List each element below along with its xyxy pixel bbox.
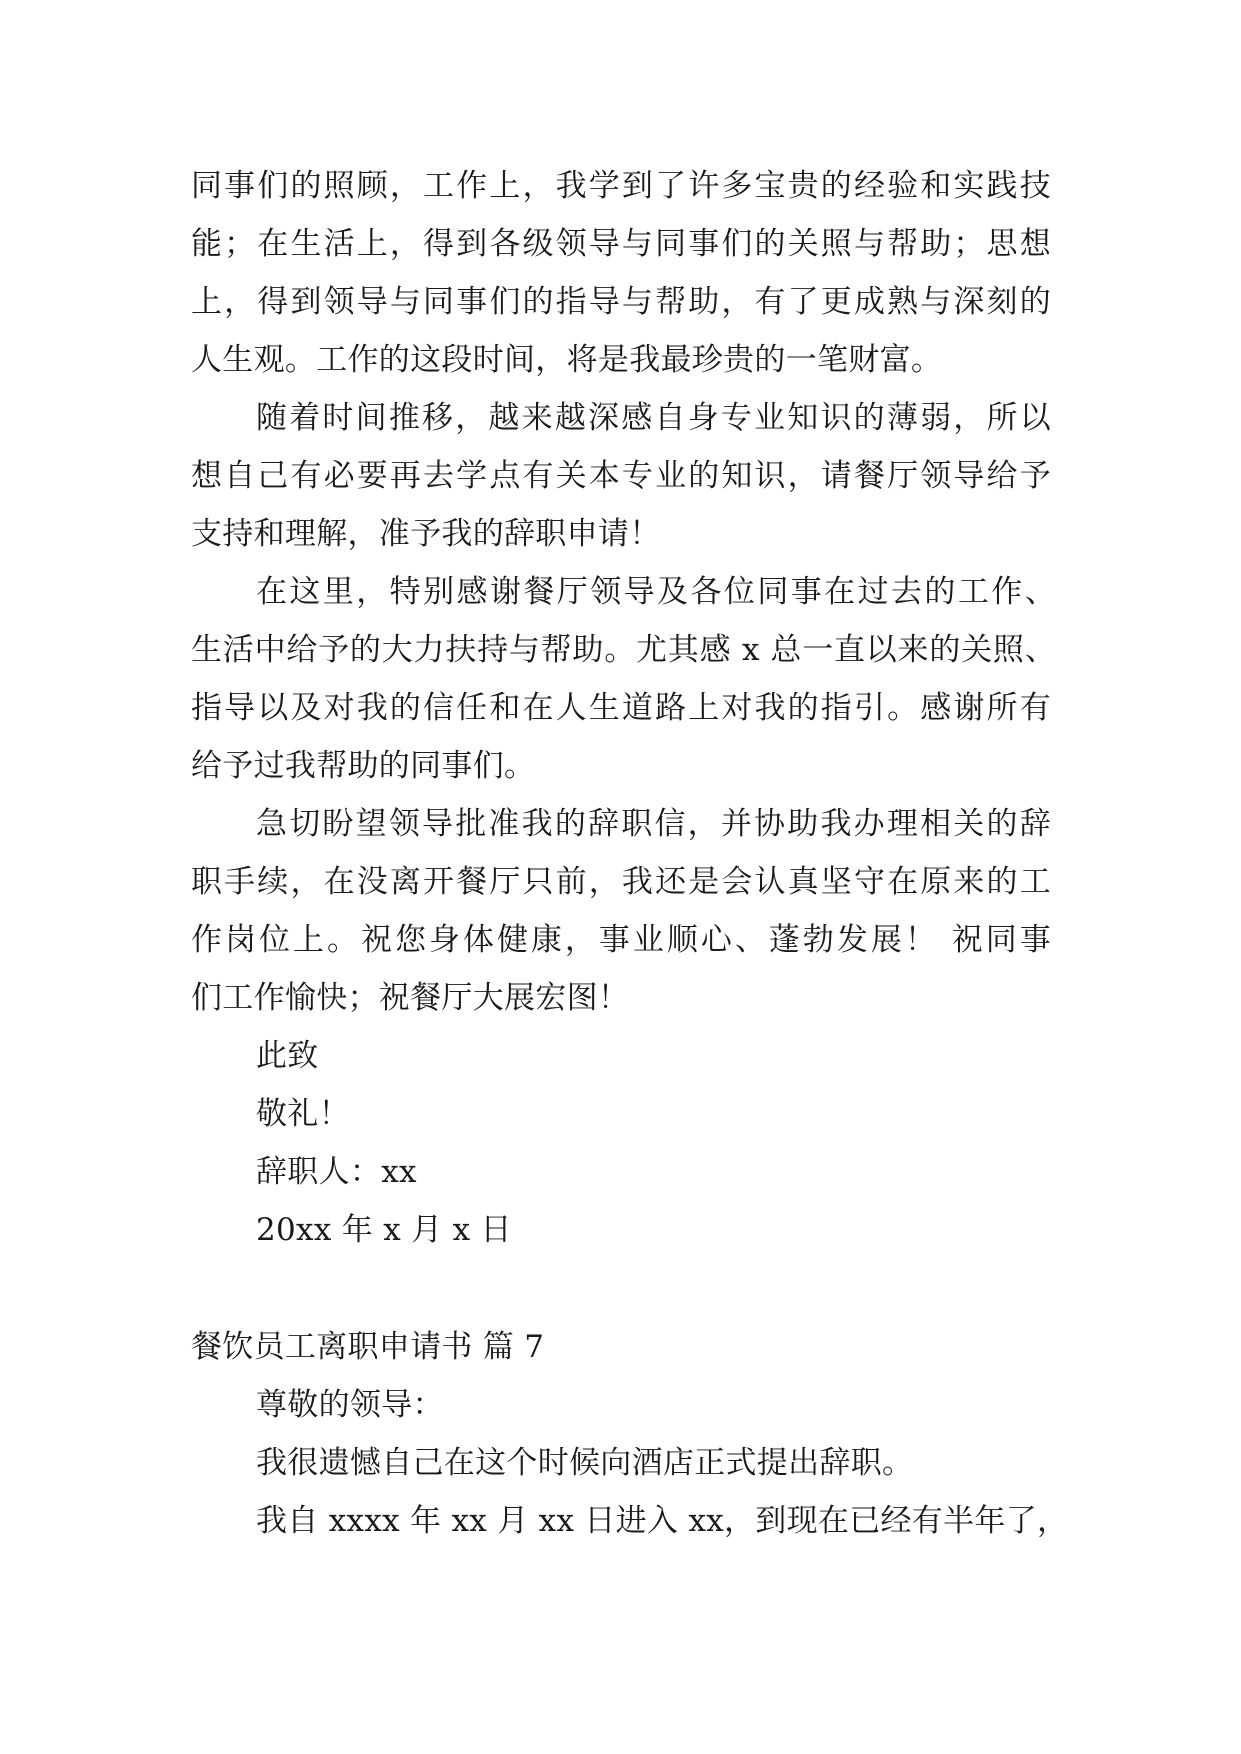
section-line-1: 我很遗憾自己在这个时候向酒店正式提出辞职。: [256, 1445, 914, 1481]
paragraph-1-line-4: 人生观。工作的这段时间，将是我最珍贵的一笔财富。: [191, 342, 943, 378]
paragraph-2-line-3: 支持和理解，准予我的辞职申请！: [191, 516, 661, 552]
closing-salutation: 此致: [256, 1038, 319, 1074]
paragraph-4-line-4: 们工作愉快；祝餐厅大展宏图！: [191, 980, 630, 1016]
paragraph-4-line-2: 职手续，在没离开餐厅只前，我还是会认真坚守在原来的工: [191, 864, 1051, 900]
paragraph-3-line-1: 在这里，特别感谢餐厅领导及各位同事在过去的工作、: [256, 574, 1056, 610]
closing-respect: 敬礼！: [256, 1096, 350, 1132]
section-line-2: 我自 xxxx 年 xx 月 xx 日进入 xx，到现在已经有半年了，: [256, 1503, 1069, 1539]
paragraph-4-line-1: 急切盼望领导批准我的辞职信，并协助我办理相关的辞: [256, 806, 1051, 842]
section-heading: 餐饮员工离职申请书 篇 7: [191, 1329, 545, 1365]
closing-signer: 辞职人：xx: [256, 1154, 417, 1190]
paragraph-2-line-2: 想自己有必要再去学点有关本专业的知识，请餐厅领导给予: [191, 458, 1051, 494]
paragraph-1-line-1: 同事们的照顾，工作上，我学到了许多宝贵的经验和实践技: [191, 168, 1051, 204]
paragraph-1-line-3: 上，得到领导与同事们的指导与帮助，有了更成熟与深刻的: [191, 284, 1051, 320]
paragraph-3-line-3: 指导以及对我的信任和在人生道路上对我的指引。感谢所有: [191, 690, 1051, 726]
section-greeting: 尊敬的领导：: [256, 1387, 444, 1423]
paragraph-1-line-2: 能；在生活上，得到各级领导与同事们的关照与帮助；思想: [191, 226, 1051, 262]
paragraph-4-line-3: 作岗位上。祝您身体健康，事业顺心、蓬勃发展！ 祝同事: [191, 922, 1051, 958]
closing-date: 20xx 年 x 月 x 日: [256, 1212, 512, 1248]
paragraph-3-line-2: 生活中给予的大力扶持与帮助。尤其感 x 总一直以来的关照、: [191, 632, 1056, 668]
paragraph-2-line-1: 随着时间推移，越来越深感自身专业知识的薄弱，所以: [256, 400, 1051, 436]
paragraph-3-line-4: 给予过我帮助的同事们。: [191, 748, 536, 784]
